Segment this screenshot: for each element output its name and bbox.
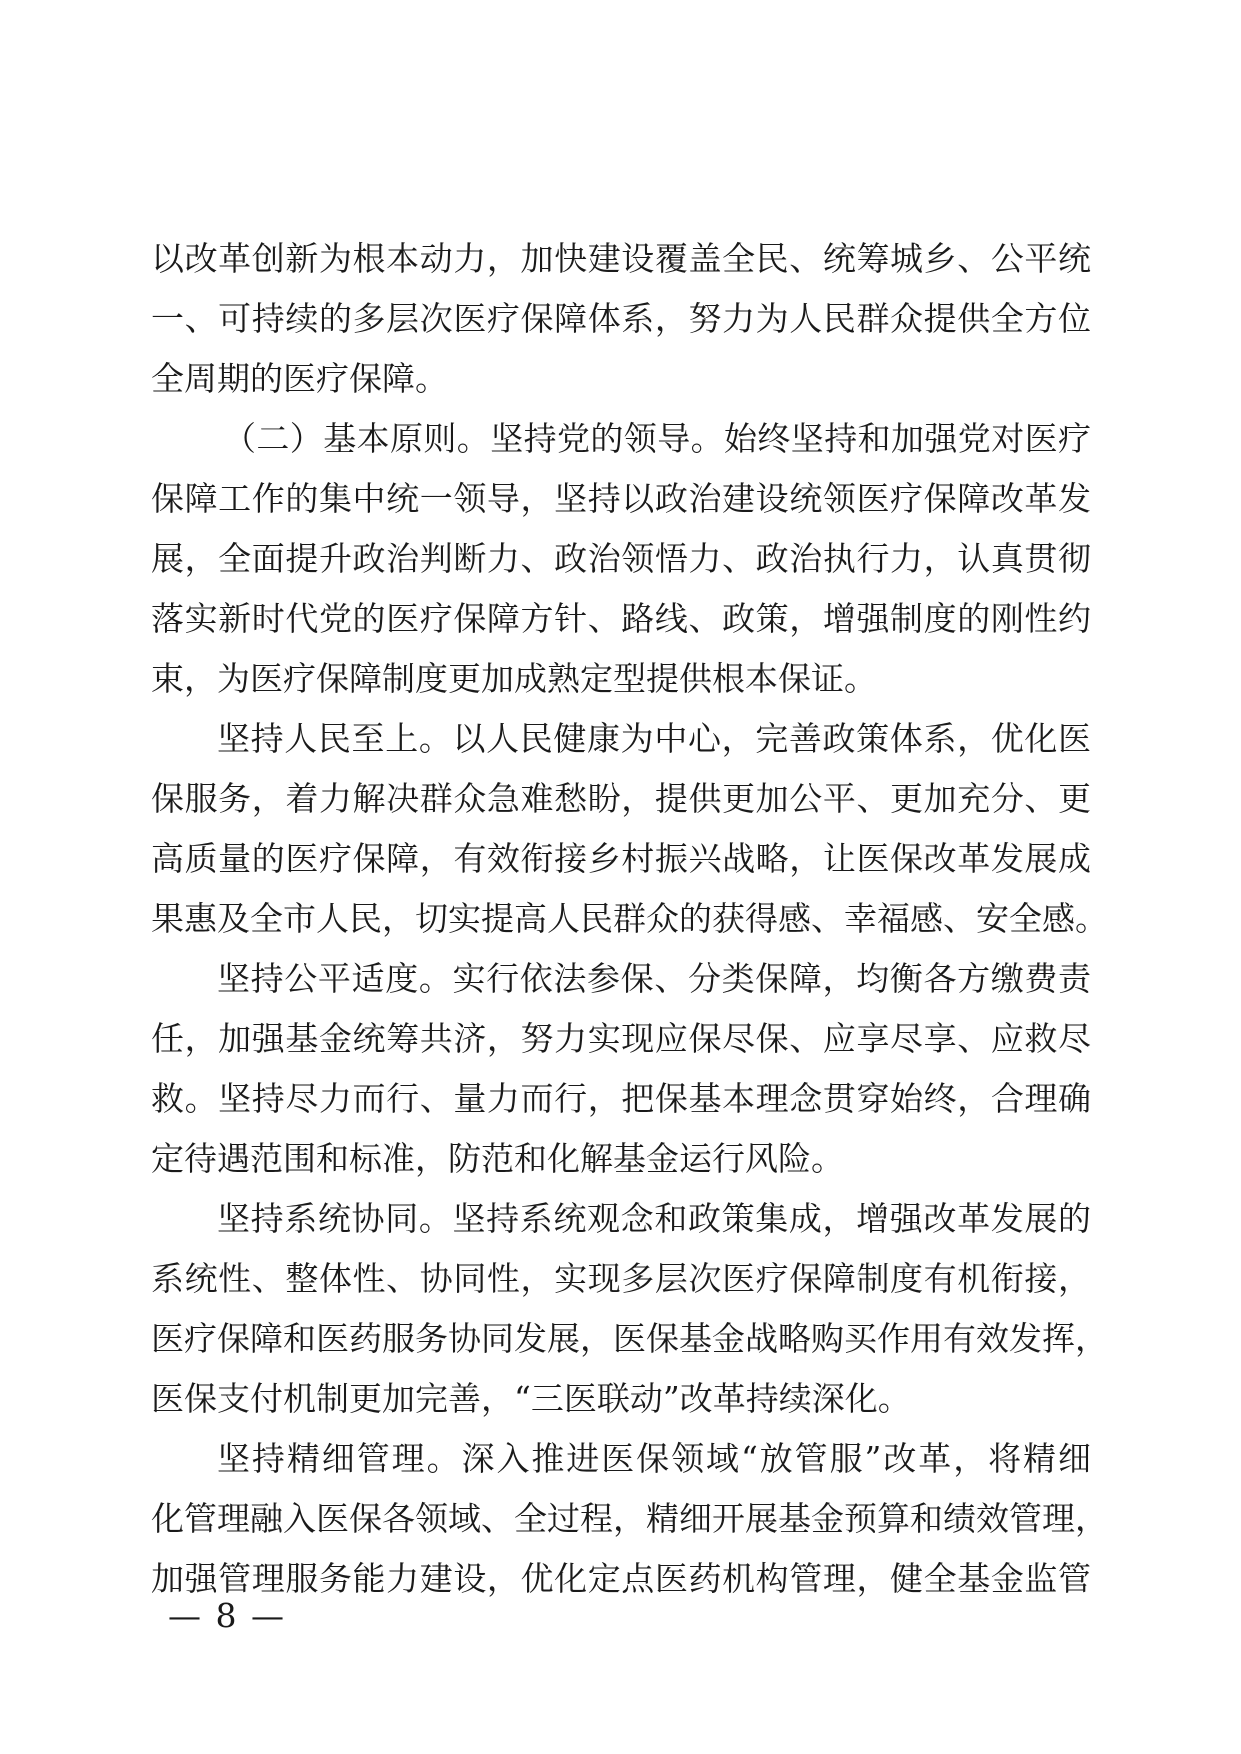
text-line: 束，为医疗保障制度更加成熟定型提供根本保证。 — [151, 659, 877, 698]
text-line: 一、可持续的多层次医疗保障体系，努力为人民群众提供全方位 — [151, 299, 1091, 338]
text-line: 医疗保障和医药服务协同发展，医保基金战略购买作用有效发挥， — [151, 1319, 1108, 1358]
text-line: 救。坚持尽力而行、量力而行，把保基本理念贯穿始终，合理确 — [151, 1079, 1091, 1118]
paragraph-start-line: 坚持系统协同。坚持系统观念和政策集成，增强改革发展的 — [217, 1199, 1091, 1238]
text-line: 全周期的医疗保障。 — [151, 359, 448, 398]
paragraph-start-line: 坚持精细管理。深入推进医保领域“放管服”改革，将精细 — [217, 1439, 1091, 1478]
paragraph-start-line: 坚持公平适度。实行依法参保、分类保障，均衡各方缴费责 — [217, 959, 1091, 998]
text-line: 以改革创新为根本动力，加快建设覆盖全民、统筹城乡、公平统 — [151, 239, 1091, 278]
text-line: 化管理融入医保各领域、全过程，精细开展基金预算和绩效管理， — [151, 1499, 1108, 1538]
text-line: 加强管理服务能力建设，优化定点医药机构管理，健全基金监管 — [151, 1559, 1091, 1598]
text-line: 果惠及全市人民，切实提高人民群众的获得感、幸福感、安全感。 — [151, 899, 1108, 938]
text-line: 医保支付机制更加完善，“三医联动”改革持续深化。 — [151, 1379, 911, 1418]
text-line: 高质量的医疗保障，有效衔接乡村振兴战略，让医保改革发展成 — [151, 839, 1091, 878]
body-text — [151, 229, 1108, 1609]
section-heading-line: （二）基本原则。坚持党的领导。始终坚持和加强党对医疗 — [223, 419, 1091, 458]
text-line: 展，全面提升政治判断力、政治领悟力、政治执行力，认真贯彻 — [151, 539, 1091, 578]
text-line: 保障工作的集中统一领导，坚持以政治建设统领医疗保障改革发 — [151, 479, 1091, 518]
page-number: — 8 — — [168, 1596, 286, 1635]
paragraph-start-line: 坚持人民至上。以人民健康为中心，完善政策体系，优化医 — [217, 719, 1091, 758]
text-line: 任，加强基金统筹共济，努力实现应保尽保、应享尽享、应救尽 — [151, 1019, 1091, 1058]
text-line: 系统性、整体性、协同性，实现多层次医疗保障制度有机衔接， — [151, 1259, 1091, 1298]
text-line: 保服务，着力解决群众急难愁盼，提供更加公平、更加充分、更 — [151, 779, 1091, 818]
text-line: 落实新时代党的医疗保障方针、路线、政策，增强制度的刚性约 — [151, 599, 1091, 638]
text-line: 定待遇范围和标准，防范和化解基金运行风险。 — [151, 1139, 844, 1178]
